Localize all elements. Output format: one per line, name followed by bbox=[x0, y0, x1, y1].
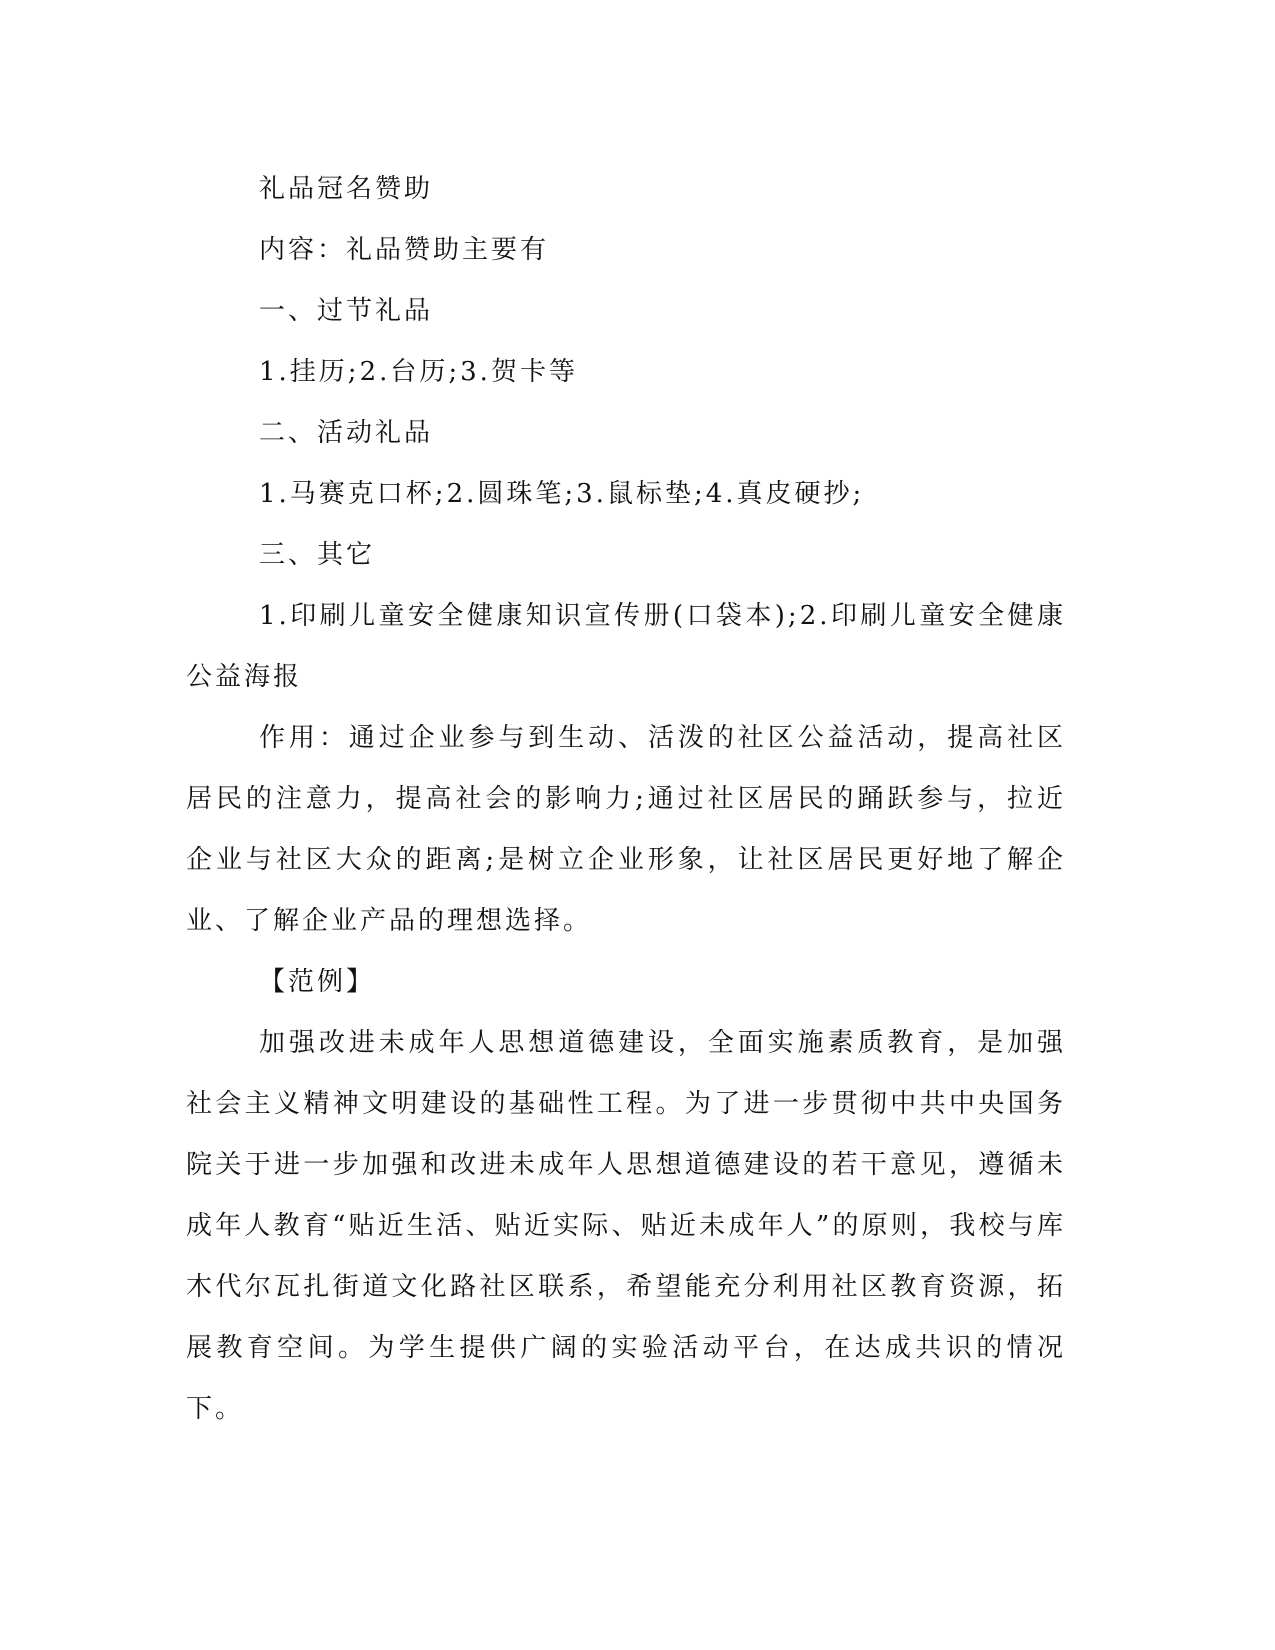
example-paragraph: 加强改进未成年人思想道德建设，全面实施素质教育，是加强社会主义精神文明建设的基础性工程。为了进一步贯彻中共中央国务院关于进一步加强和改进未成年人思想道德建设的若干意见，遵循未成年人教育“贴近生活、贴近实际、贴近未成年人”的原则，我校与库木代尔瓦扎街道文化路社区联系，希望能充分利用社区教育资源，拓展教育空间。为学生提供广阔的实验活动平台，在达成共识的情况下。 bbox=[186, 1028, 1066, 1424]
holiday-gifts-list: 1.挂历;2.台历;3.贺卡等 bbox=[259, 357, 578, 387]
sponsorship-heading: 礼品冠名赞助 bbox=[259, 174, 434, 204]
effect-wrap bbox=[186, 708, 1066, 952]
section-others: 三、其它 bbox=[259, 540, 376, 570]
effect-paragraph: 作用：通过企业参与到生动、活泼的社区公益活动，提高社区居民的注意力，提高社会的影响力;通过社区居民的踊跃参与，拉近企业与社区大众的距离;是树立企业形象，让社区居民更好地了解企业、了解企业产品的理想选择。 bbox=[186, 723, 1066, 936]
others-list-wrap bbox=[186, 586, 1066, 708]
activity-gifts-list: 1.马赛克口杯;2.圆珠笔;3.鼠标垫;4.真皮硬抄; bbox=[259, 479, 865, 509]
section-holiday-gifts: 一、过节礼品 bbox=[259, 296, 434, 326]
section-activity-gifts: 二、活动礼品 bbox=[259, 418, 434, 448]
example-heading: 【范例】 bbox=[259, 967, 376, 997]
example-wrap bbox=[186, 1013, 1066, 1440]
others-list: 1.印刷儿童安全健康知识宣传册(口袋本);2.印刷儿童安全健康公益海报 bbox=[186, 601, 1066, 692]
document-body bbox=[186, 159, 1066, 1440]
content-intro: 内容：礼品赞助主要有 bbox=[259, 235, 550, 265]
